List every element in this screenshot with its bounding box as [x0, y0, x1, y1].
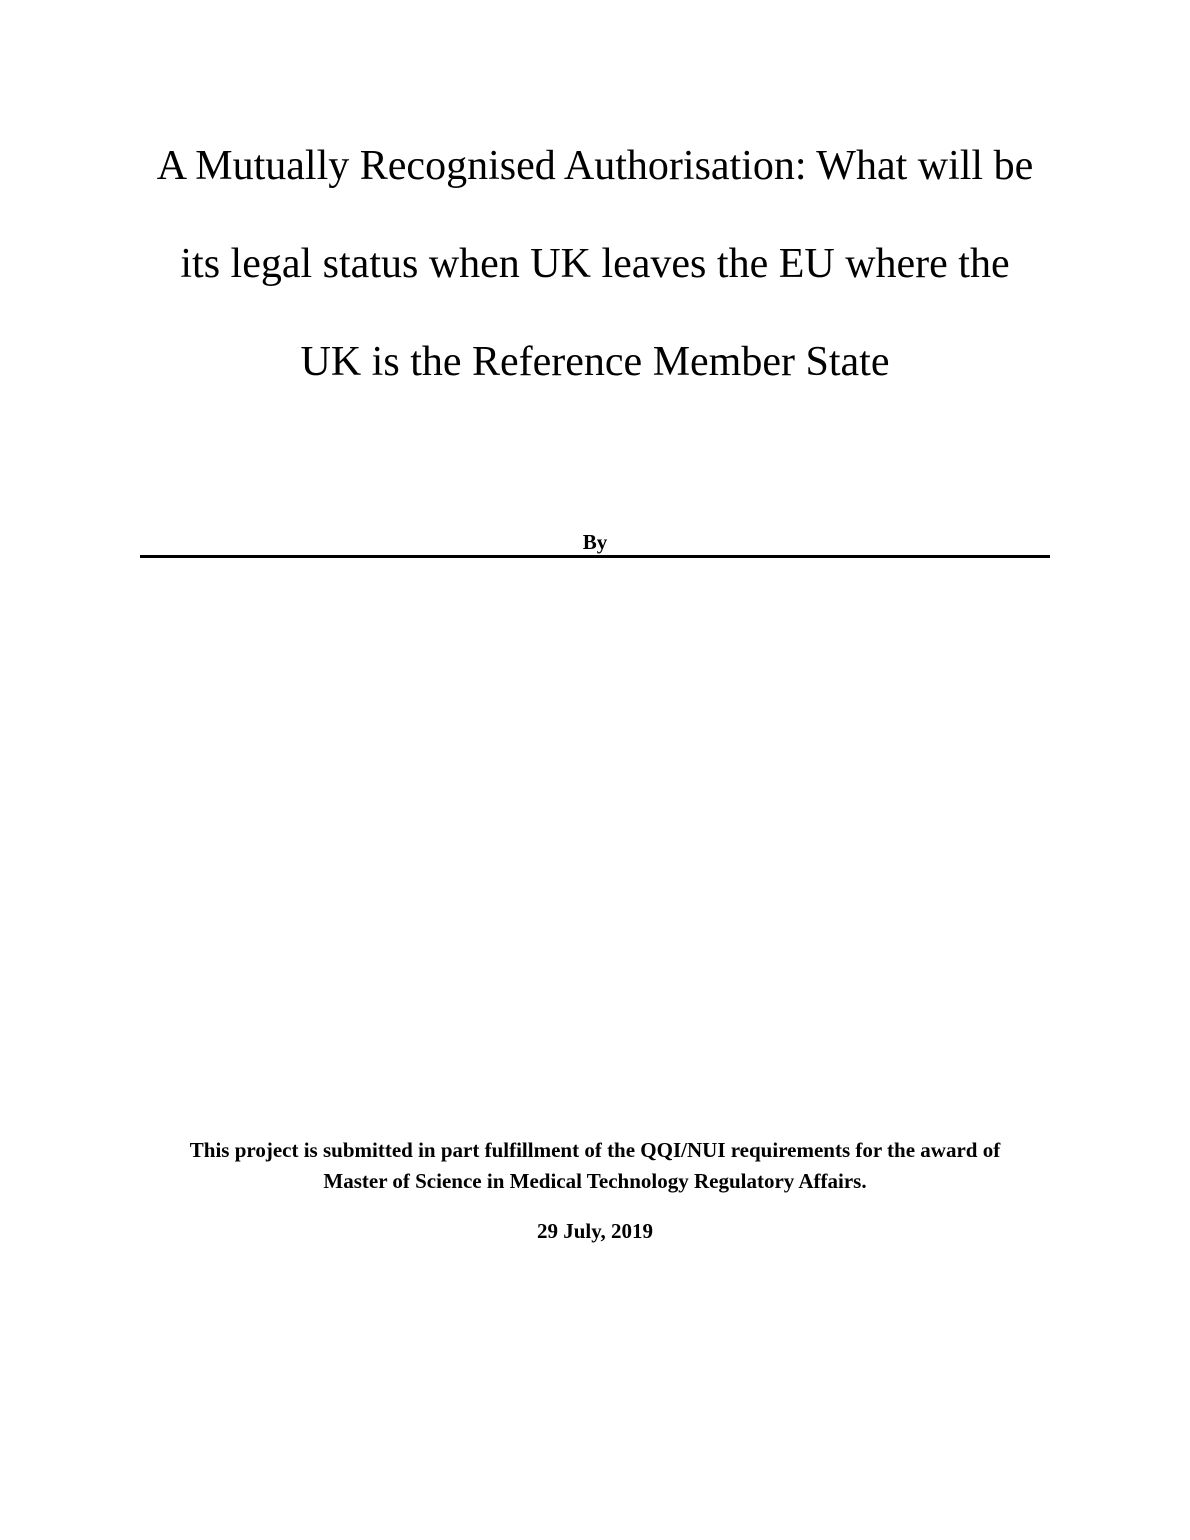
- submission-line-1: This project is submitted in part fulfillment of the QQI/NUI requirements for the award of: [189, 1138, 1001, 1162]
- submission-date: 29 July, 2019: [536, 1219, 654, 1243]
- title-line-2: its legal status when UK leaves the EU where the: [180, 241, 1010, 287]
- by-label: By: [582, 530, 608, 554]
- submission-line-2: Master of Science in Medical Technology Regulatory Affairs.: [323, 1169, 867, 1193]
- title-line-3: UK is the Reference Member State: [300, 339, 890, 385]
- submission-statement: [0, 1135, 1190, 1197]
- title-line-1: A Mutually Recognised Authorisation: What will be: [156, 143, 1034, 189]
- author-underline-rule: [140, 555, 1050, 558]
